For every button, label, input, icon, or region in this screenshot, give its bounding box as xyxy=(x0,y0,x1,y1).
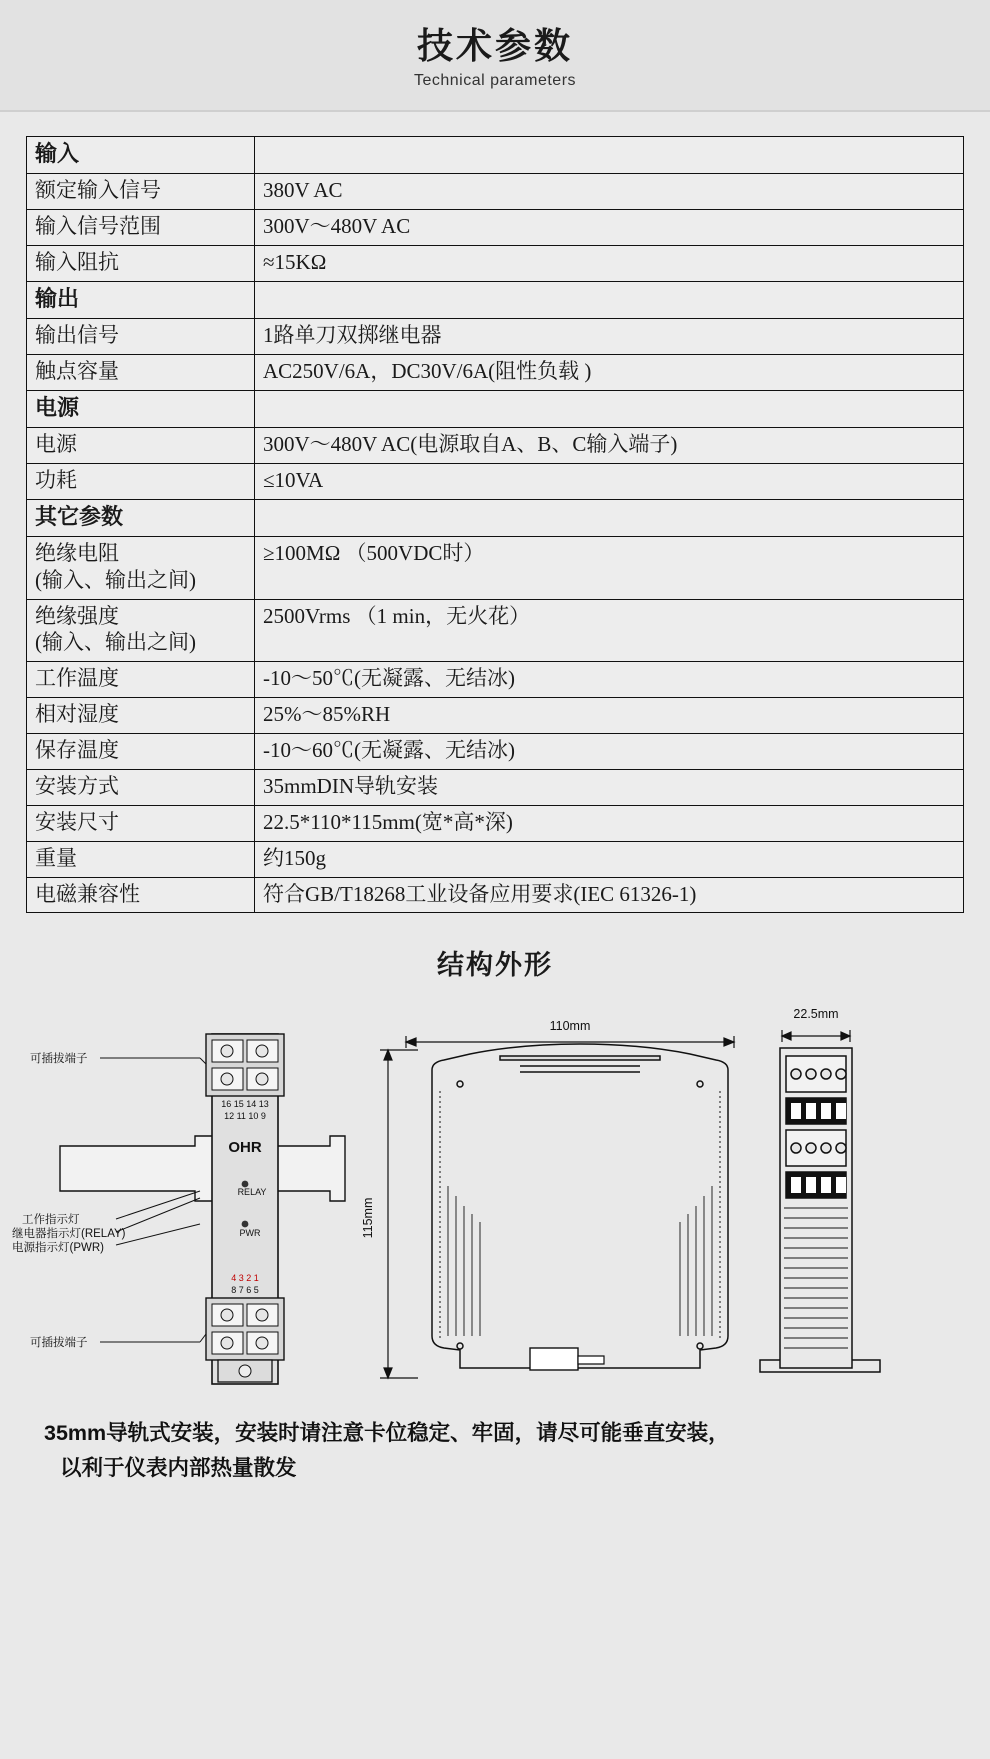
spec-label: 其它参数 xyxy=(35,503,124,529)
spec-value-cell: -10～60℃(无凝露、无结冰) xyxy=(255,734,964,770)
spec-value-cell: 约150g xyxy=(255,841,964,877)
spec-value-cell: 300V～480V AC(电源取自A、B、C输入端子) xyxy=(255,427,964,463)
spec-label: 电源 xyxy=(35,394,80,420)
spec-label-cell xyxy=(27,769,255,805)
page-title: 技术参数 xyxy=(416,25,573,67)
spec-label: 功耗 xyxy=(35,467,77,492)
installation-note-line1: 35mm导轨式安装，安装时请注意卡位稳定、牢固，请尽可能垂直安装， xyxy=(44,1421,730,1446)
table-row xyxy=(27,463,964,499)
table-row xyxy=(27,599,964,662)
table-row xyxy=(27,698,964,734)
spec-label: 额定输入信号 xyxy=(35,178,161,203)
power-lamp-icon xyxy=(242,1221,249,1228)
table-row xyxy=(27,662,964,698)
top-terminal-numbers-lower: 12 11 10 9 xyxy=(224,1111,266,1122)
callout-top-terminal: 可插拔端子 xyxy=(30,1053,88,1066)
spec-label: 绝缘强度 xyxy=(35,603,119,628)
spec-label: 输出信号 xyxy=(35,322,119,347)
spec-label-cell xyxy=(27,281,255,318)
spec-label: 输入 xyxy=(35,141,80,166)
table-row xyxy=(27,734,964,770)
page-subtitle: Technical parameters xyxy=(413,71,577,89)
spec-label-cell xyxy=(27,427,255,463)
side-view xyxy=(432,1044,728,1368)
dimension-depth xyxy=(782,1030,850,1042)
table-row xyxy=(27,841,964,877)
spec-label: 电磁兼容性 xyxy=(35,881,140,906)
spec-table xyxy=(26,136,964,913)
spec-label: 相对湿度 xyxy=(35,702,119,727)
table-row xyxy=(27,769,964,805)
callout-bottom-terminal: 可插拔端子 xyxy=(30,1337,88,1350)
spec-label: 保存温度 xyxy=(35,738,119,762)
spec-label-cell xyxy=(27,599,255,662)
table-row xyxy=(27,245,964,281)
spec-label-cell xyxy=(27,174,255,210)
spec-label: 触点容量 xyxy=(35,358,119,383)
spec-value-cell: ≈15KΩ xyxy=(255,245,964,281)
dimension-depth-label: 22.5mm xyxy=(793,1007,839,1022)
spec-label: 绝缘电阻 xyxy=(35,540,119,565)
spec-label-cell xyxy=(27,210,255,246)
spec-label-cell xyxy=(27,390,255,427)
spec-value-cell: ≤10VA xyxy=(255,463,964,499)
table-row xyxy=(27,877,964,913)
spec-value-cell: 2500Vrms （1 min，无火花） xyxy=(255,599,964,662)
spec-label: 安装方式 xyxy=(35,773,119,798)
dimension-height xyxy=(380,1050,418,1378)
spec-label: 输入信号范围 xyxy=(35,214,161,239)
table-row xyxy=(27,210,964,246)
spec-label-cell xyxy=(27,662,255,698)
brand-label: OHR xyxy=(228,1139,262,1157)
spec-value-cell: 25%～85%RH xyxy=(255,698,964,734)
spec-value-cell xyxy=(255,137,964,174)
installation-note xyxy=(0,1406,990,1511)
spec-label-cell xyxy=(27,841,255,877)
spec-label-cell xyxy=(27,463,255,499)
spec-label: 安装尺寸 xyxy=(35,809,119,834)
table-row xyxy=(27,318,964,354)
dimension-width xyxy=(406,1036,734,1048)
spec-value-cell: AC250V/6A，DC30V/6A(阻性负载 ) xyxy=(255,354,964,390)
installation-note-line2: 以利于仪表内部热量散发 xyxy=(60,1455,297,1480)
spec-label-cell xyxy=(27,354,255,390)
spec-section-row xyxy=(27,281,964,318)
table-row xyxy=(27,805,964,841)
din-rail xyxy=(60,1136,345,1201)
spec-label-cell xyxy=(27,877,255,913)
spec-value-cell: 35mmDIN导轨安装 xyxy=(255,769,964,805)
spec-label-cell xyxy=(27,318,255,354)
spec-label-cell xyxy=(27,698,255,734)
callout-work-lamp: 工作指示灯 xyxy=(22,1214,80,1227)
dimension-height-label: 115mm xyxy=(361,1197,375,1239)
spec-label-cell xyxy=(27,245,255,281)
bottom-terminal-numbers-lower: 8 7 6 5 xyxy=(231,1285,259,1296)
bottom-terminal-numbers-upper: 4 3 2 1 xyxy=(231,1273,259,1284)
spec-label: 工作温度 xyxy=(35,666,119,691)
depth-view xyxy=(760,1048,880,1372)
spec-label: 输入阻抗 xyxy=(35,249,119,274)
spec-label: 电源 xyxy=(35,431,77,456)
spec-section-row xyxy=(27,390,964,427)
spec-label: 重量 xyxy=(35,845,77,870)
spec-label-cell xyxy=(27,137,255,174)
spec-value-cell xyxy=(255,281,964,318)
spec-label-cell xyxy=(27,536,255,599)
spec-value-cell xyxy=(255,499,964,536)
spec-value-cell xyxy=(255,390,964,427)
spec-label: 输出 xyxy=(35,285,80,311)
table-row xyxy=(27,354,964,390)
dimension-width-label: 110mm xyxy=(549,1019,591,1034)
structure-diagram xyxy=(0,986,990,1406)
table-row xyxy=(27,427,964,463)
spec-label-cell xyxy=(27,734,255,770)
spec-value-cell: 符合GB/T18268工业设备应用要求(IEC 61326-1) xyxy=(255,877,964,913)
spec-label-second-line: (输入、输出之间) xyxy=(35,630,196,655)
callout-relay-lamp: 继电器指示灯(RELAY) xyxy=(12,1228,126,1241)
callout-power-lamp: 电源指示灯(PWR) xyxy=(12,1242,104,1255)
power-lamp-label: PWR xyxy=(239,1228,261,1239)
structure-title: 结构外形 xyxy=(437,950,553,981)
spec-value-cell: ≥100MΩ （500VDC时） xyxy=(255,536,964,599)
table-row xyxy=(27,536,964,599)
top-terminal-numbers-upper: 16 15 14 13 xyxy=(221,1099,269,1110)
spec-label-cell xyxy=(27,499,255,536)
spec-section-row xyxy=(27,499,964,536)
spec-value-cell: 1路单刀双掷继电器 xyxy=(255,318,964,354)
spec-label-cell xyxy=(27,805,255,841)
spec-value-cell: -10～50℃(无凝露、无结冰) xyxy=(255,662,964,698)
spec-label-second-line: (输入、输出之间) xyxy=(35,567,196,592)
spec-table-wrap xyxy=(0,112,990,913)
spec-value-cell: 300V～480V AC xyxy=(255,210,964,246)
spec-value-cell: 380V AC xyxy=(255,174,964,210)
table-row xyxy=(27,174,964,210)
spec-value-cell: 22.5*110*115mm(宽*高*深) xyxy=(255,805,964,841)
page-header xyxy=(0,0,990,112)
spec-section-row xyxy=(27,137,964,174)
relay-lamp-label: RELAY xyxy=(237,1187,267,1198)
